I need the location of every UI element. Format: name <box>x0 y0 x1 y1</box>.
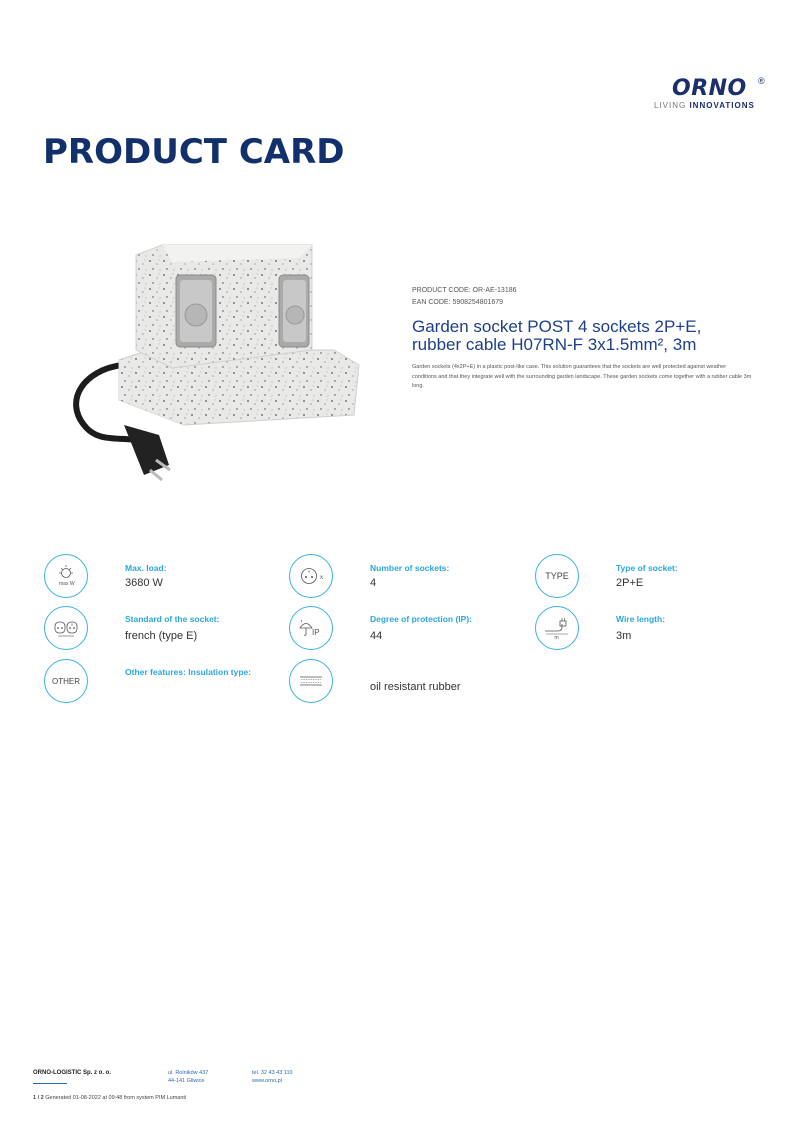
footer-phone: tel. 32 43 43 110 <box>252 1070 293 1076</box>
footer-address <box>168 1069 208 1085</box>
ean-code: EAN CODE: 5908254801679 <box>412 299 504 306</box>
footer-generated <box>33 1095 186 1101</box>
product-code: PRODUCT CODE: OR-AE-13186 <box>412 287 517 294</box>
brand-logo <box>654 76 772 112</box>
footer-divider <box>33 1083 67 1084</box>
umbrella-ip-icon <box>289 606 333 650</box>
footer-city: 44-141 Gliwice <box>168 1078 205 1084</box>
other-text: OTHER <box>52 676 80 686</box>
generated-text: Generated 01-08-2022 at 09:48 from system PIM Lumanti <box>43 1095 187 1101</box>
sockets-value: 4 <box>370 577 377 589</box>
tagline-light: LIVING <box>654 101 690 110</box>
other-label: Other features: Insulation type: <box>125 667 252 677</box>
footer-company: ORNO-LOGISTIC Sp. z o. o. <box>33 1070 111 1076</box>
plug-wire-icon <box>535 606 579 650</box>
type-badge <box>535 554 579 598</box>
other-badge <box>44 659 88 703</box>
wire-m-text: m <box>554 635 559 641</box>
product-image <box>64 230 384 490</box>
socket-count-icon <box>289 554 333 598</box>
standard-value: french (type E) <box>125 630 198 642</box>
other-value: oil resistant rubber <box>370 681 461 693</box>
footer-street: ul. Rolników 437 <box>168 1070 209 1076</box>
type-value: 2P+E <box>616 577 644 589</box>
brand-tagline <box>654 101 755 110</box>
product-name: Garden socket POST 4 sockets 2P+E, rubber cable H07RN-F 3x1.5mm², 3m <box>412 317 702 354</box>
max-load-label: Max. load: <box>125 563 167 573</box>
ip-label: Degree of protection (IP): <box>370 614 473 624</box>
page-title: PRODUCT CARD <box>43 132 345 172</box>
standard-label: Standard of the socket: <box>125 614 220 624</box>
product-description: Garden sockets (4x2P+E) in a plastic post-like case. This solution guarantees that the sockets are well protected against weather conditions and that they integrate well with the surrounding garden landscape. These garden sockets come together with a rubber cable 3m long. <box>412 364 752 389</box>
max-load-value: 3680 W <box>125 577 163 589</box>
tagline-bold: INNOVATIONS <box>689 101 755 110</box>
sockets-label: Number of sockets: <box>370 563 450 573</box>
registered-mark: ® <box>758 76 765 86</box>
type-text: TYPE <box>545 571 569 581</box>
type-label: Type of socket: <box>616 563 678 573</box>
cable-insulation-icon <box>289 659 333 703</box>
socket-standard-icon <box>44 606 88 650</box>
brand-name: ORNO <box>672 76 747 101</box>
bulb-max-w-icon <box>44 554 88 598</box>
footer-contact <box>252 1069 293 1085</box>
ip-text: IP <box>312 628 320 637</box>
socket-count-x: x <box>320 575 323 581</box>
max-w-text: max W <box>59 581 75 587</box>
ip-value: 44 <box>370 630 383 642</box>
wire-label: Wire length: <box>616 614 666 624</box>
footer-web-link[interactable]: www.orno.pl <box>252 1078 282 1084</box>
wire-value: 3m <box>616 630 632 642</box>
page-number: 1 / 2 <box>33 1095 44 1101</box>
